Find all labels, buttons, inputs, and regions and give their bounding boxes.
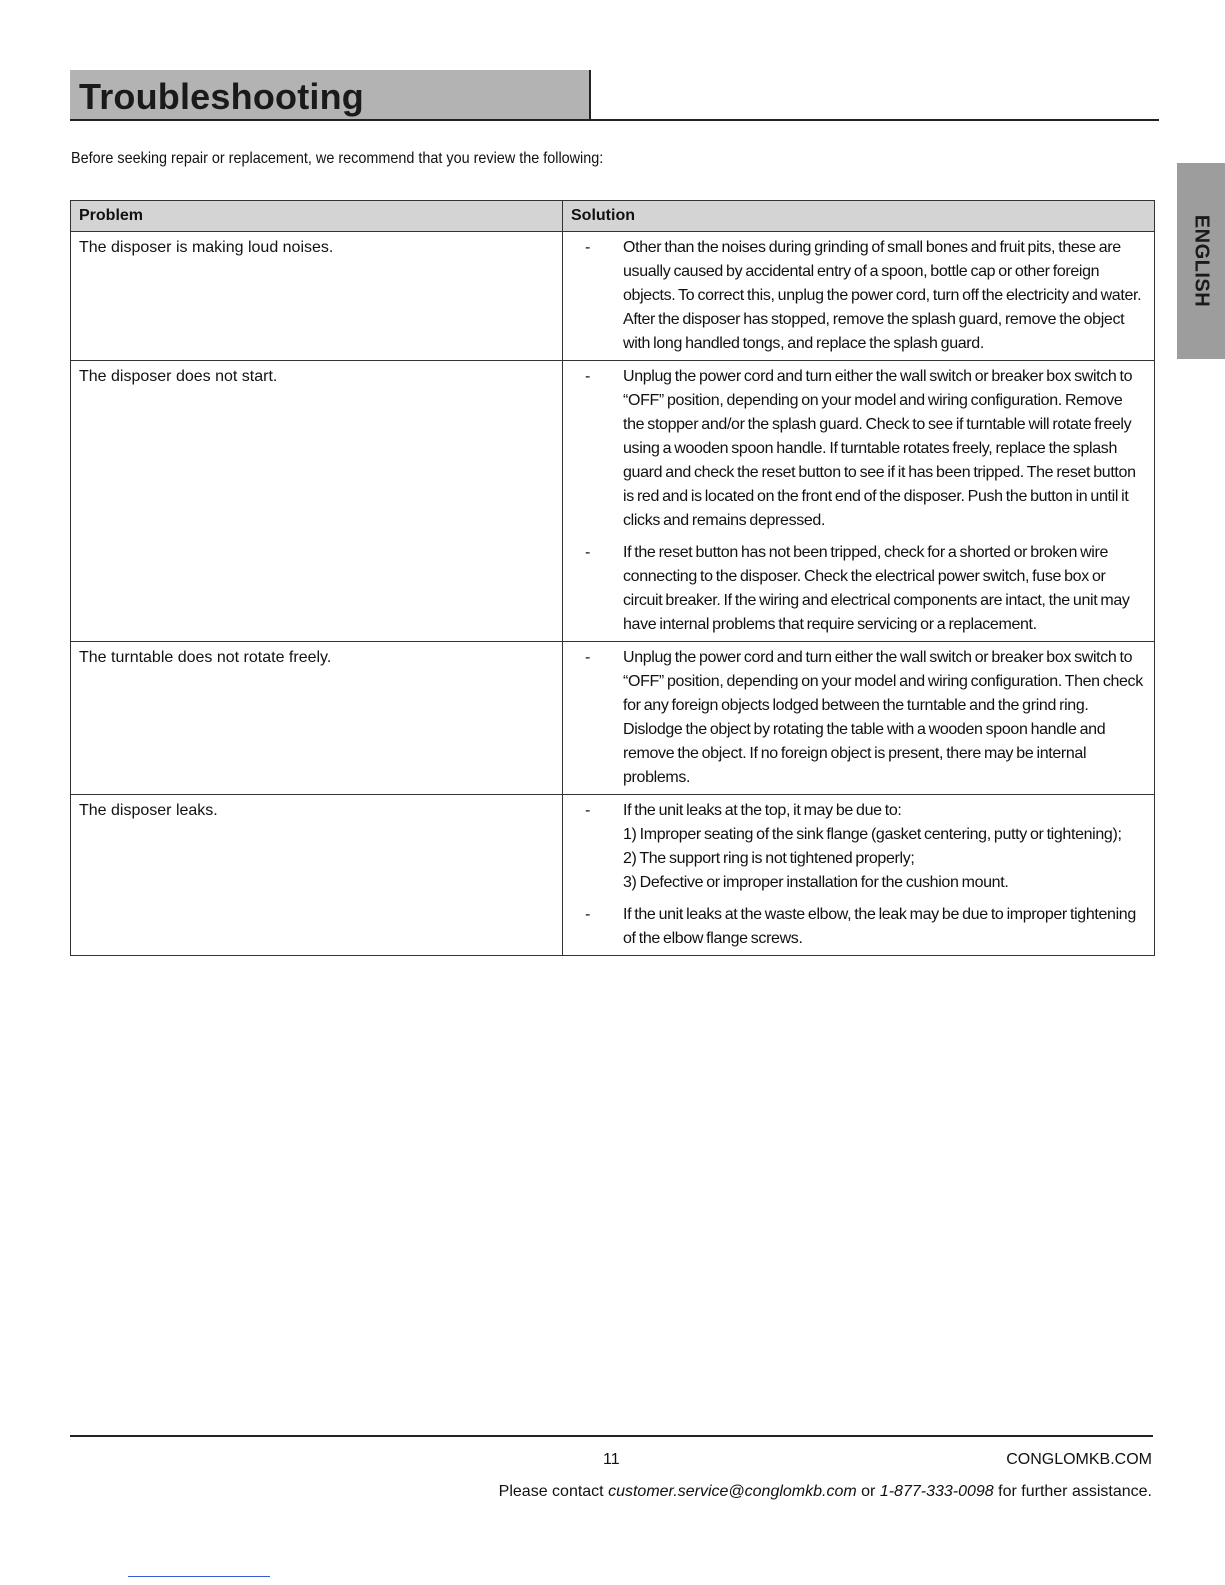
bullet-dash: - — [585, 906, 591, 923]
title-divider — [589, 70, 591, 120]
solution-bullet — [581, 365, 1146, 533]
contact-line — [499, 1483, 1152, 1501]
table-header-row — [71, 201, 1155, 232]
hyperlink-underline — [128, 1576, 270, 1577]
problem-cell: The disposer is making loud noises. — [71, 232, 563, 361]
footer-rule — [70, 1435, 1153, 1437]
intro-text: Before seeking repair or replacement, we recommend that you review the following: — [71, 150, 604, 167]
solution-column-header: Solution — [563, 201, 1155, 232]
solution-cell — [563, 795, 1155, 956]
contact-email-link[interactable]: customer.service@conglomkb.com — [608, 1483, 857, 1500]
title-rule — [70, 119, 1159, 121]
solution-bullet — [581, 799, 1146, 895]
problem-cell: The disposer leaks. — [71, 795, 563, 956]
numbered-cause: 2) The support ring is not tightened properly; — [623, 850, 915, 867]
numbered-cause: 3) Defective or improper installation for the cushion mount. — [623, 874, 1009, 891]
table-row — [71, 232, 1155, 361]
numbered-cause: 1) Improper seating of the sink flange (gasket centering, putty or tightening); — [623, 826, 1122, 843]
solution-text: Other than the noises during grinding of small bones and fruit pits, these are usually caused by accidental entry of a spoon, bottle cap or other foreign objects. To correct this, unplug the power cord, turn off the electricity and water. After the disposer has stopped, remove the splash guard, remove the object with long handled tongs, and replace the splash guard. — [623, 239, 1142, 352]
contact-prefix: Please contact — [498, 1483, 609, 1500]
language-tab — [1177, 163, 1225, 359]
bullet-dash: - — [585, 649, 591, 666]
solution-text: If the reset button has not been tripped, check for a shorted or broken wire connecting to the disposer. Check the electrical power switch, fuse box or circuit breaker. If the wiring and electrical components are intact, the unit may have internal problems that require servicing or a replacement. — [623, 544, 1130, 633]
solution-bullet — [581, 646, 1146, 790]
solution-cell — [563, 361, 1155, 642]
contact-phone-link[interactable]: 1-877-333-0098 — [879, 1483, 994, 1500]
solution-bullet — [581, 541, 1146, 637]
solution-text: Unplug the power cord and turn either the wall switch or breaker box switch to “OFF” position, depending on your model and wiring configuration. Then check for any foreign objects lodged between the turntable and the grind ring. Dislodge the object by rotating the table with a wooden spoon handle and remove the object. If no foreign object is present, there may be internal problems. — [623, 649, 1143, 786]
language-tab-label: ENGLISH — [1190, 214, 1213, 308]
solution-bullet — [581, 903, 1146, 951]
site-name: CONGLOMKB.COM — [1006, 1451, 1152, 1468]
table-row — [71, 795, 1155, 956]
bullet-dash: - — [585, 544, 591, 561]
solution-text-block — [623, 799, 1146, 895]
solution-text: If the unit leaks at the top, it may be due to: — [623, 802, 902, 819]
solution-text: If the unit leaks at the waste elbow, the leak may be due to improper tightening of the elbow flange screws. — [623, 906, 1136, 947]
bullet-dash: - — [585, 368, 591, 385]
bullet-dash: - — [585, 802, 591, 819]
bullet-dash: - — [585, 239, 591, 256]
problem-cell: The turntable does not rotate freely. — [71, 642, 563, 795]
troubleshooting-table — [70, 200, 1155, 956]
contact-or: or — [856, 1483, 880, 1500]
solution-cell — [563, 642, 1155, 795]
solution-text: Unplug the power cord and turn either the wall switch or breaker box switch to “OFF” position, depending on your model and wiring configuration. Remove the stopper and/or the splash guard. Check to see if turntable will rotate freely using a wooden spoon handle. If turntable rotates freely, replace the splash guard and check the reset button to see if it has been tripped. The reset button is red and is located on the front end of the disposer. Push the button in until it clicks and remains depressed. — [623, 368, 1136, 529]
solution-bullet — [581, 236, 1146, 356]
page-number: 11 — [603, 1451, 620, 1468]
problem-cell: The disposer does not start. — [71, 361, 563, 642]
section-header — [70, 70, 1159, 122]
problem-column-header: Problem — [71, 201, 563, 232]
table-row — [71, 642, 1155, 795]
page-title: Troubleshooting — [79, 76, 364, 117]
contact-suffix: for further assistance. — [993, 1483, 1152, 1500]
table-row — [71, 361, 1155, 642]
solution-cell — [563, 232, 1155, 361]
